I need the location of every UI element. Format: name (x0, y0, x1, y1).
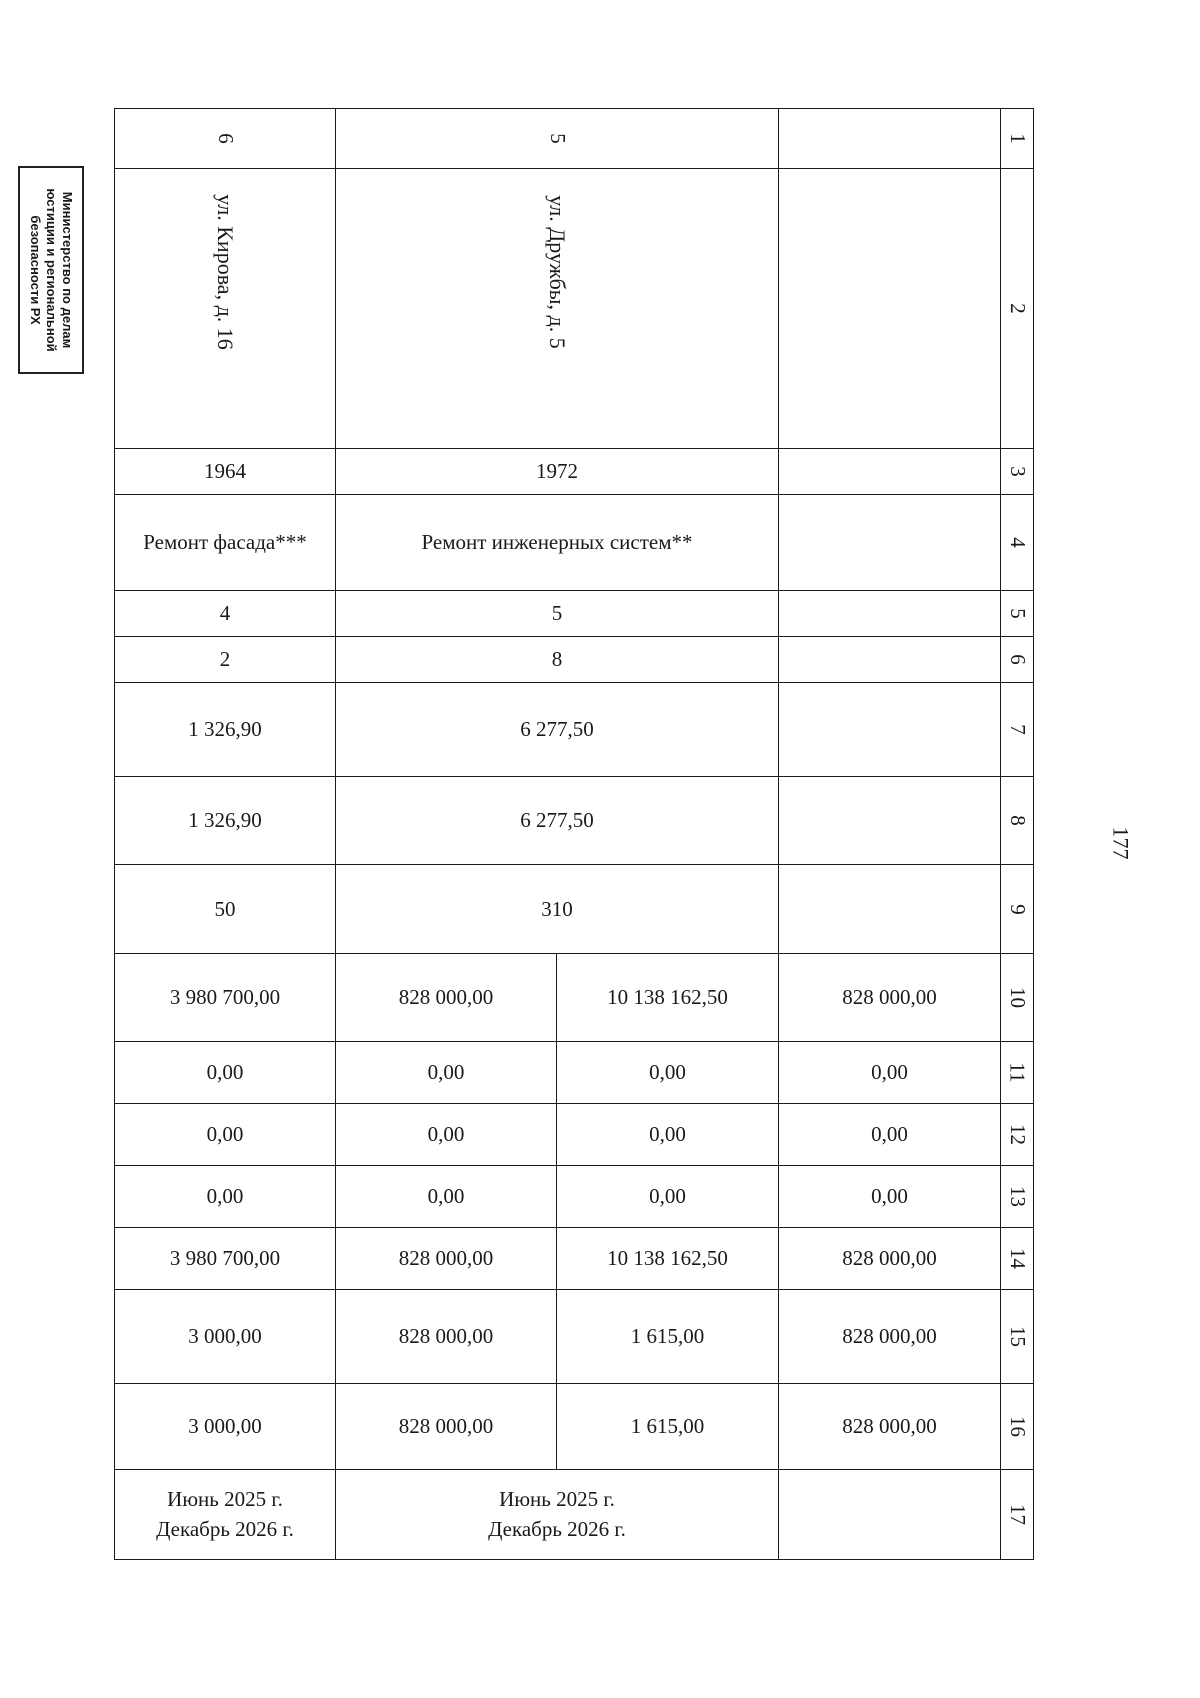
column-header: 8 (1001, 777, 1034, 865)
cell-c15: 1 615,00 (557, 1289, 779, 1383)
column-header: 4 (1001, 495, 1034, 591)
cell-c11: 0,00 (336, 1041, 557, 1103)
cell-period (115, 1469, 336, 1559)
table-row (115, 591, 1034, 637)
cell-empty (779, 683, 1001, 777)
cell-work: Ремонт фасада*** (115, 495, 336, 591)
cell-c11: 0,00 (115, 1041, 336, 1103)
cell-c6: 8 (336, 637, 779, 683)
column-header: 5 (1001, 591, 1034, 637)
column-header: 13 (1001, 1165, 1034, 1227)
cell-c8: 6 277,50 (336, 777, 779, 865)
table-row (115, 683, 1034, 777)
period-start: Июнь 2025 г. (499, 1487, 615, 1512)
stamp-text: Министерство по делам юстиции и региональной безопасности РХ (28, 188, 75, 352)
table-row (115, 865, 1034, 953)
cell-c12: 0,00 (115, 1103, 336, 1165)
table-row (115, 637, 1034, 683)
cell-work: Ремонт инженерных систем** (336, 495, 779, 591)
page-number: 177 (1108, 826, 1134, 860)
table-row (115, 1469, 1034, 1559)
cell-empty (779, 777, 1001, 865)
cell-empty (779, 109, 1001, 169)
cell-c5: 4 (115, 591, 336, 637)
cell-c9: 310 (336, 865, 779, 953)
cell-address: ул. Дружбы, д. 5 (336, 169, 779, 449)
cell-empty (779, 637, 1001, 683)
cell-c12: 0,00 (336, 1103, 557, 1165)
cell-c10: 10 138 162,50 (557, 953, 779, 1041)
cell-c14: 10 138 162,50 (557, 1227, 779, 1289)
period-end: Декабрь 2026 г. (488, 1517, 626, 1542)
table-row (115, 777, 1034, 865)
cell-c11: 0,00 (779, 1041, 1001, 1103)
cell-empty (779, 1469, 1001, 1559)
cell-c13: 0,00 (779, 1165, 1001, 1227)
cell-c5: 5 (336, 591, 779, 637)
cell-c15: 828 000,00 (336, 1289, 557, 1383)
ministry-stamp (18, 166, 84, 374)
column-header: 9 (1001, 865, 1034, 953)
cell-c12: 0,00 (557, 1103, 779, 1165)
column-header: 6 (1001, 637, 1034, 683)
table-row (115, 1383, 1034, 1469)
table-row (115, 169, 1034, 449)
cell-c9: 50 (115, 865, 336, 953)
cell-c10: 3 980 700,00 (115, 953, 336, 1041)
cell-c13: 0,00 (336, 1165, 557, 1227)
cell-c15: 828 000,00 (779, 1289, 1001, 1383)
table-row (115, 1103, 1034, 1165)
cell-empty (779, 169, 1001, 449)
period-start: Июнь 2025 г. (167, 1487, 283, 1512)
cell-empty (779, 591, 1001, 637)
table-row (115, 953, 1034, 1041)
cell-n: 6 (115, 109, 336, 169)
cell-c13: 0,00 (557, 1165, 779, 1227)
cell-c16: 828 000,00 (336, 1383, 557, 1469)
cell-empty (779, 449, 1001, 495)
cell-year: 1964 (115, 449, 336, 495)
cell-period (336, 1469, 779, 1559)
cell-c13: 0,00 (115, 1165, 336, 1227)
table-row (115, 1041, 1034, 1103)
table-row (115, 1165, 1034, 1227)
cell-address: ул. Кирова, д. 16 (115, 169, 336, 449)
cell-c7: 1 326,90 (115, 683, 336, 777)
column-header: 16 (1001, 1383, 1034, 1469)
cell-year: 1972 (336, 449, 779, 495)
column-header: 17 (1001, 1469, 1034, 1559)
column-header: 7 (1001, 683, 1034, 777)
cell-n: 5 (336, 109, 779, 169)
cell-c10: 828 000,00 (779, 953, 1001, 1041)
table-row (115, 1289, 1034, 1383)
column-header: 10 (1001, 953, 1034, 1041)
cell-c11: 0,00 (557, 1041, 779, 1103)
capital-repair-table (114, 108, 1034, 1560)
column-header: 14 (1001, 1227, 1034, 1289)
cell-c14: 3 980 700,00 (115, 1227, 336, 1289)
cell-c8: 1 326,90 (115, 777, 336, 865)
table-row (115, 1227, 1034, 1289)
cell-c6: 2 (115, 637, 336, 683)
column-header: 11 (1001, 1041, 1034, 1103)
column-header: 1 (1001, 109, 1034, 169)
column-header: 12 (1001, 1103, 1034, 1165)
cell-c16: 3 000,00 (115, 1383, 336, 1469)
column-header: 2 (1001, 169, 1034, 449)
cell-c14: 828 000,00 (336, 1227, 557, 1289)
table-row (115, 495, 1034, 591)
cell-c15: 3 000,00 (115, 1289, 336, 1383)
period-end: Декабрь 2026 г. (156, 1517, 294, 1542)
cell-c16: 1 615,00 (557, 1383, 779, 1469)
cell-empty (779, 495, 1001, 591)
table-row (115, 109, 1034, 169)
column-header: 3 (1001, 449, 1034, 495)
cell-c10: 828 000,00 (336, 953, 557, 1041)
table-row (115, 449, 1034, 495)
column-header: 15 (1001, 1289, 1034, 1383)
cell-c16: 828 000,00 (779, 1383, 1001, 1469)
cell-c7: 6 277,50 (336, 683, 779, 777)
cell-empty (779, 865, 1001, 953)
cell-c12: 0,00 (779, 1103, 1001, 1165)
cell-c14: 828 000,00 (779, 1227, 1001, 1289)
